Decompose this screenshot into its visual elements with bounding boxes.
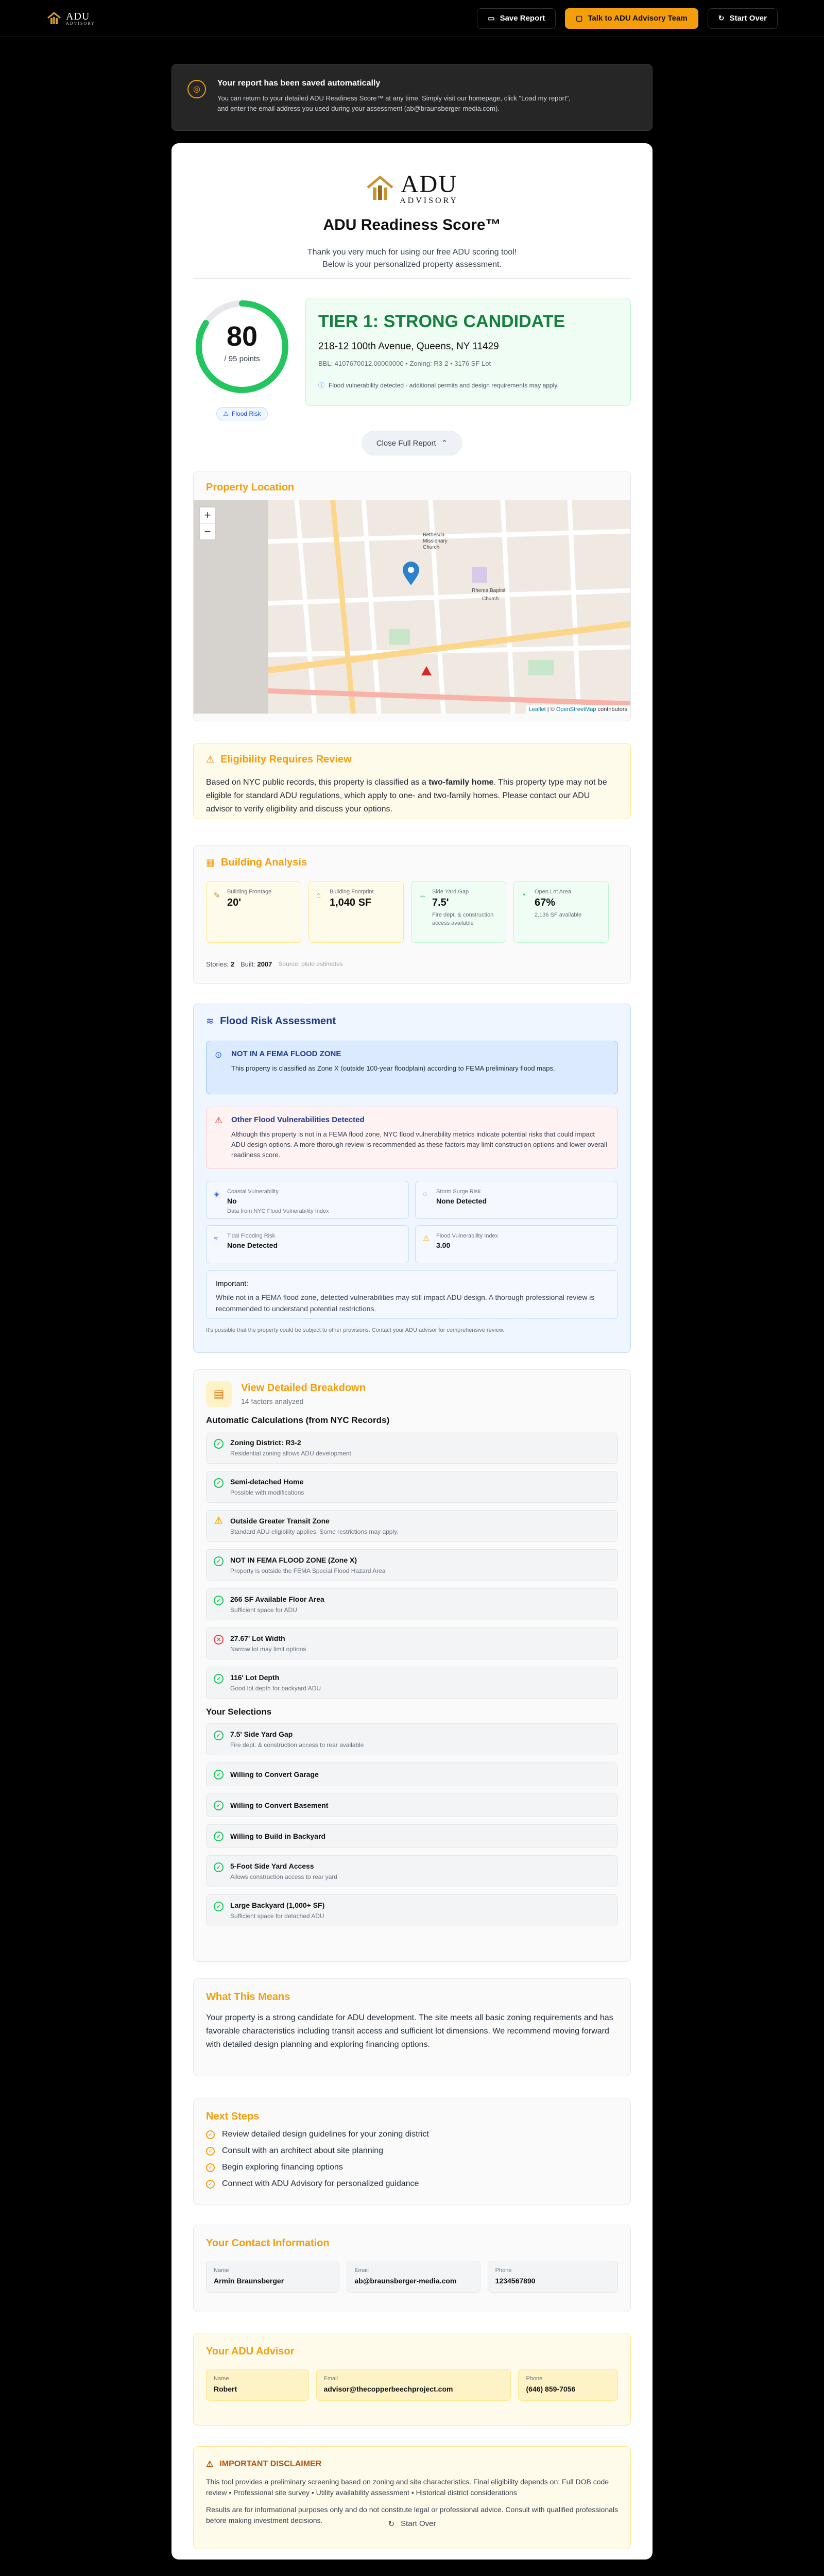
save-report-button[interactable] xyxy=(477,8,556,29)
advisor-email-field[interactable] xyxy=(316,2369,511,2401)
selection-item xyxy=(206,1723,618,1755)
cell-value: No xyxy=(227,1197,237,1205)
field-value: advisor@thecopperbeechproject.com xyxy=(323,2385,453,2393)
storm-surge-cell xyxy=(415,1181,618,1219)
disclaimer-p1: This tool provides a preliminary screening based on zoning and site characteristics. Final eligibility depends on: Full DOB code review • Professional site survey • Utility availability assessment • Historical district considerations xyxy=(206,2478,609,2497)
top-nav xyxy=(0,0,824,37)
saved-title: Your report has been saved automatically xyxy=(217,79,381,88)
x-icon: ✕ xyxy=(214,1635,224,1645)
fema-zone-box xyxy=(206,1041,618,1094)
check-icon: ✓ xyxy=(214,1478,224,1488)
saved-line2: and enter the email address you used during your assessment (ab@braunsberger-media.com). xyxy=(217,105,500,112)
cell-label: Tidal Flooding Risk xyxy=(227,1233,276,1239)
breakdown-sub: 14 factors analyzed xyxy=(241,1397,304,1405)
refresh-icon: ↻ xyxy=(718,14,725,22)
flood-note xyxy=(318,381,618,389)
field-value: ab@braunsberger-media.com xyxy=(354,2277,457,2285)
attribution-tail: contributors xyxy=(596,706,627,713)
field-label: Phone xyxy=(495,2267,512,2274)
check-icon: ✓ xyxy=(214,1556,224,1566)
warning-icon: ⚠ xyxy=(215,1115,223,1125)
selection-item xyxy=(206,1793,618,1817)
field-label: Phone xyxy=(526,2376,543,2382)
factor-title: Zoning District: R3-2 xyxy=(230,1438,301,1447)
meaning-text: Your property is a strong candidate for ADU development. The site meets all basic zoning requirements and has favorable characteristics including transit access and sufficient lot dimensions. We recommend moving forward with detailed design planning and exploring financing options. xyxy=(206,2013,613,2049)
logo-name: ADU xyxy=(66,10,90,22)
flood-badge-label: Flood Risk xyxy=(232,410,261,417)
eligibility-heading: Eligibility Requires Review xyxy=(220,754,352,765)
tile-label: Side Yard Gap xyxy=(432,889,469,895)
property-map[interactable] xyxy=(194,500,630,714)
important-text: While not in a FEMA flood zone, detected vulnerabilities may still impact ADU design. A thorough professional review is recommended to understand potential restrictions. xyxy=(216,1293,595,1313)
refresh-icon: ↻ xyxy=(388,2520,395,2529)
factor-item xyxy=(206,1628,618,1659)
talk-label: Talk to ADU Advisory Team xyxy=(588,14,688,23)
waves-icon: ≈ xyxy=(214,1234,218,1242)
flood-note-text: Flood vulnerability detected - additional permits and design requirements may apply. xyxy=(329,381,559,389)
other-vuln-title: Other Flood Vulnerabilities Detected xyxy=(231,1115,365,1124)
check-icon: ✓ xyxy=(214,1439,224,1449)
contact-name-field xyxy=(206,2261,339,2293)
start-over-text: Start Over xyxy=(401,2519,436,2528)
selection-item xyxy=(206,1762,618,1786)
disclaimer-header xyxy=(206,2459,618,2469)
check-icon: ✓ xyxy=(214,1596,224,1605)
flood-index-cell xyxy=(415,1225,618,1263)
check-icon: ✓ xyxy=(214,1770,224,1780)
warning-icon: ⚠ xyxy=(423,1234,430,1242)
disclaimer-p2: Results are for informational purposes only and do not constitute legal or professional advice. Consult with qualified professionals before making investment decisions. xyxy=(206,2505,619,2524)
shield-icon: ◈ xyxy=(214,1190,219,1198)
other-vuln-text: Although this property is not in a FEMA flood zone, NYC flood vulnerability metrics indicate potential risks that could impact ADU design options. A more thorough review is recommended as these factors may limit construction options and lower overall readiness score. xyxy=(231,1130,607,1159)
factor-item xyxy=(206,1432,618,1464)
property-location-heading: Property Location xyxy=(206,482,295,493)
field-value: 1234567890 xyxy=(495,2277,536,2285)
property-address: 218-12 100th Avenue, Queens, NY 11429 xyxy=(318,341,499,352)
disclaimer-section xyxy=(193,2446,631,2549)
contact-info-section xyxy=(193,2225,631,2312)
check-circle-icon: ⊙ xyxy=(215,1050,222,1060)
selection-title: Large Backyard (1,000+ SF) xyxy=(230,1901,325,1909)
contact-phone-field xyxy=(488,2261,618,2293)
factor-desc: Residential zoning allows ADU development xyxy=(230,1450,351,1457)
field-value: (646) 859-7056 xyxy=(526,2385,576,2393)
map-zoom-control xyxy=(199,506,216,540)
check-icon: ✓ xyxy=(214,1801,224,1810)
disclaimer-heading: IMPORTANT DISCLAIMER xyxy=(219,2460,322,2468)
factor-item xyxy=(206,1471,618,1503)
auto-calc-label: Automatic Calculations (from NYC Records) xyxy=(206,1415,390,1425)
ruler-icon: ✎ xyxy=(214,891,220,900)
selection-item xyxy=(206,1824,618,1848)
factor-desc: Narrow lot may limit options xyxy=(230,1646,306,1653)
map-tiles xyxy=(194,500,630,714)
tile-sub: Fire dept. & construction access available xyxy=(432,912,494,926)
built-value: 2007 xyxy=(257,960,272,968)
building-icon: ▦ xyxy=(206,857,215,868)
next-step-text: Begin exploring financing options xyxy=(222,2163,343,2172)
cell-label: Flood Vulnerability Index xyxy=(436,1233,499,1239)
important-title: Important: xyxy=(216,1279,249,1287)
selection-title: Willing to Convert Garage xyxy=(230,1770,319,1778)
selection-title: Willing to Build in Backyard xyxy=(230,1832,326,1840)
warning-icon: ⚠ xyxy=(206,2460,214,2469)
field-value: Armin Braunsberger xyxy=(214,2277,284,2285)
field-label: Name xyxy=(214,2267,229,2274)
warning-icon: ⚠ xyxy=(223,410,229,417)
start-over-button[interactable] xyxy=(708,8,778,29)
tier-title: TIER 1: STRONG CANDIDATE xyxy=(318,312,565,331)
next-step-item xyxy=(206,2146,618,2156)
eligibility-text xyxy=(206,776,618,816)
bbl-info: BBL: 4107670012.00000000 • Zoning: R3-2 • 3176 SF Lot xyxy=(318,360,491,367)
flood-important-box xyxy=(206,1270,618,1319)
zoom-out-button[interactable]: − xyxy=(204,524,211,538)
score-max: / 95 points xyxy=(224,354,260,363)
building-heading: Building Analysis xyxy=(221,857,307,868)
breakdown-heading: View Detailed Breakdown xyxy=(241,1382,366,1394)
flood-heading: Flood Risk Assessment xyxy=(220,1015,336,1027)
logo-house-icon xyxy=(46,11,62,26)
check-icon: ✓ xyxy=(206,2130,215,2139)
report-logo xyxy=(171,172,653,205)
factor-desc: Property is outside the FEMA Special Flood Hazard Area xyxy=(230,1567,386,1574)
intro-text: Thank you very much for using our free ADU scoring tool! Below is your personalized property assessment. xyxy=(307,248,517,269)
property-location-section xyxy=(193,471,631,721)
page-title: ADU Readiness Score™ xyxy=(323,216,501,233)
home-icon: ⌂ xyxy=(316,891,321,900)
field-value: Robert xyxy=(214,2385,237,2393)
osm-link[interactable]: OpenStreetMap xyxy=(556,706,596,713)
detailed-breakdown-section xyxy=(193,1369,631,1962)
next-step-text: Connect with ADU Advisory for personalized guidance xyxy=(222,2179,419,2188)
factor-title: Outside Greater Transit Zone xyxy=(230,1517,330,1525)
leaflet-link[interactable]: Leaflet xyxy=(528,706,546,713)
factor-item xyxy=(206,1549,618,1581)
flood-risk-badge xyxy=(216,407,268,420)
save-icon: ▭ xyxy=(488,14,495,22)
advisor-section xyxy=(193,2333,631,2426)
factor-title: NOT IN FEMA FLOOD ZONE (Zone X) xyxy=(230,1556,357,1564)
tile-value: 1,040 SF xyxy=(330,897,372,908)
wind-icon: ◌ xyxy=(423,1190,427,1198)
saved-banner xyxy=(171,64,653,131)
map-attribution xyxy=(526,705,630,714)
close-report-label: Close Full Report xyxy=(376,438,436,448)
report-logo-name: ADU xyxy=(400,171,457,198)
breakdown-toggle[interactable] xyxy=(206,1381,618,1407)
selection-desc: Sufficient space for detached ADU xyxy=(230,1912,324,1920)
next-step-item xyxy=(206,2163,618,2172)
selections-label: Your Selections xyxy=(206,1707,272,1717)
next-step-item xyxy=(206,2179,618,2189)
document-icon: ▤ xyxy=(206,1381,232,1407)
chat-icon: ▢ xyxy=(576,14,583,22)
next-step-text: Consult with an architect about site planning xyxy=(222,2146,384,2155)
report-logo-sub: ADVISORY xyxy=(400,196,458,205)
svg-text:Missionary: Missionary xyxy=(423,538,448,544)
factor-item xyxy=(206,1588,618,1620)
selection-title: Willing to Convert Basement xyxy=(230,1801,329,1809)
cell-value: None Detected xyxy=(227,1241,278,1249)
factor-item xyxy=(206,1510,618,1542)
waves-icon: ≋ xyxy=(206,1016,214,1026)
tile-sub: 2,136 SF available xyxy=(535,912,582,918)
what-this-means-section xyxy=(193,1978,631,2076)
advisor-name-field xyxy=(206,2369,309,2401)
talk-to-team-button[interactable] xyxy=(565,8,698,29)
report-card xyxy=(171,143,653,2560)
selection-desc: Fire dept. & construction access to rear available xyxy=(230,1741,364,1749)
factor-desc: Standard ADU eligibility applies. Some restrictions may apply. xyxy=(230,1528,399,1535)
factor-title: 27.67' Lot Width xyxy=(230,1634,285,1642)
data-source: Source: pluto estimates xyxy=(278,960,343,968)
check-icon: ✓ xyxy=(214,1902,224,1911)
eligibility-text-c: . This property type may not be eligible for standard ADU regulations, which apply to one- and two-family homes. Please contact our ADU advisor to verify eligibility and discuss your options. xyxy=(206,778,607,814)
contact-heading: Your Contact Information xyxy=(206,2238,330,2249)
tile-value: 20' xyxy=(227,897,242,908)
attribution-sep: | © xyxy=(545,706,556,713)
chevron-up-icon: ⌃ xyxy=(441,439,448,448)
advisor-heading: Your ADU Advisor xyxy=(206,2346,295,2357)
factor-title: 116' Lot Depth xyxy=(230,1673,280,1682)
check-icon: ✓ xyxy=(214,1674,224,1684)
svg-text:Rhema Baptist: Rhema Baptist xyxy=(472,588,506,594)
check-icon: ✓ xyxy=(206,2163,215,2172)
score-gauge xyxy=(193,298,291,416)
building-analysis-section xyxy=(193,845,631,984)
selection-title: 5-Foot Side Yard Access xyxy=(230,1862,314,1870)
eligibility-section xyxy=(193,743,631,819)
advisor-phone-field[interactable] xyxy=(518,2369,618,2401)
start-over-link[interactable] xyxy=(171,2519,653,2529)
next-step-text: Review detailed design guidelines for your zoning district xyxy=(222,2130,429,2139)
next-steps-section xyxy=(193,2098,631,2205)
tile-label: Building Frontage xyxy=(227,889,272,895)
flood-footnote: It's possible that the property could be subject to other provisions. Contact your ADU advisor for comprehensive review. xyxy=(206,1327,505,1333)
check-icon: ✓ xyxy=(214,1832,224,1841)
eligibility-text-a: Based on NYC public records, this property is classified as a xyxy=(206,778,429,787)
svg-text:Church: Church xyxy=(423,545,440,550)
info-icon: ⓘ xyxy=(318,382,325,389)
cell-label: Storm Surge Risk xyxy=(436,1189,481,1195)
tile-value: 67% xyxy=(535,897,556,908)
other-vulnerabilities-box xyxy=(206,1107,618,1168)
tile-label: Building Footprint xyxy=(330,889,374,895)
field-label: Name xyxy=(214,2376,229,2382)
factor-desc: Possible with modifications xyxy=(230,1489,304,1496)
built-label: Built: xyxy=(240,960,255,968)
cell-value: 3.00 xyxy=(436,1241,451,1249)
eligibility-property-type: two-family home xyxy=(428,778,494,787)
fema-zone-text: This property is classified as Zone X (outside 100-year floodplain) according to FEMA preliminary flood maps. xyxy=(231,1064,555,1072)
building-meta xyxy=(206,960,618,968)
save-report-label: Save Report xyxy=(500,14,545,23)
selection-item xyxy=(206,1855,618,1887)
side-yard-gap-tile xyxy=(411,881,506,943)
open-lot-area-tile xyxy=(513,881,609,943)
tile-label: Open Lot Area xyxy=(535,889,571,895)
saved-line1: You can return to your detailed ADU Readiness Score™ at any time. Simply visit our homepage, click "Load my report", xyxy=(217,94,571,102)
logo[interactable] xyxy=(46,11,95,26)
warning-icon: ⚠ xyxy=(206,754,215,765)
check-icon: ✓ xyxy=(214,1731,224,1740)
building-frontage-tile xyxy=(206,881,301,943)
next-step-item xyxy=(206,2130,618,2139)
selection-desc: Allows construction access to rear yard xyxy=(230,1873,338,1880)
start-over-label: Start Over xyxy=(729,14,767,23)
svg-text:Bethesda: Bethesda xyxy=(423,532,445,538)
warning-icon: ⚠ xyxy=(214,1515,223,1526)
check-icon: ✓ xyxy=(206,2180,215,2189)
tier-box xyxy=(305,298,631,406)
field-label: Email xyxy=(354,2267,369,2274)
stories-value: 2 xyxy=(230,960,234,968)
arrows-icon: ↔ xyxy=(419,891,426,900)
fema-zone-title: NOT IN A FEMA FLOOD ZONE xyxy=(231,1049,341,1058)
flood-risk-section xyxy=(193,1004,631,1353)
logo-sub: ADVISORY xyxy=(66,21,95,26)
close-full-report-button[interactable] xyxy=(362,431,462,455)
meaning-heading: What This Means xyxy=(206,1991,290,2003)
selection-title: 7.5' Side Yard Gap xyxy=(230,1730,293,1738)
factor-desc: Sufficient space for ADU xyxy=(230,1606,297,1614)
stories-label: Stories: xyxy=(206,960,229,968)
check-icon: ✓ xyxy=(206,2147,215,2156)
info-icon: ◎ xyxy=(187,80,206,98)
logo-house-icon xyxy=(366,174,394,203)
svg-text:Church: Church xyxy=(482,596,499,602)
tile-value: 7.5' xyxy=(432,897,449,908)
factor-desc: Good lot depth for backyard ADU xyxy=(230,1685,321,1692)
contact-email-field xyxy=(347,2261,480,2293)
factor-title: Semi-detached Home xyxy=(230,1478,304,1486)
factor-item xyxy=(206,1667,618,1699)
building-footprint-tile xyxy=(308,881,404,943)
next-steps-heading: Next Steps xyxy=(206,2111,260,2122)
zoom-in-button[interactable]: + xyxy=(200,507,215,523)
cell-value: None Detected xyxy=(436,1197,487,1205)
check-icon: ✓ xyxy=(214,1862,224,1872)
score-value: 80 xyxy=(226,321,258,352)
tidal-flooding-cell xyxy=(206,1225,409,1263)
cell-label: Coastal Vulnerability xyxy=(227,1189,279,1195)
divider xyxy=(193,278,631,279)
cell-sub: Data from NYC Flood Vulnerability Index xyxy=(227,1208,329,1214)
coastal-vulnerability-cell xyxy=(206,1181,409,1219)
selection-item xyxy=(206,1894,618,1926)
factor-title: 266 SF Available Floor Area xyxy=(230,1595,324,1603)
field-label: Email xyxy=(323,2376,338,2382)
pie-icon: ◔ xyxy=(521,891,526,900)
